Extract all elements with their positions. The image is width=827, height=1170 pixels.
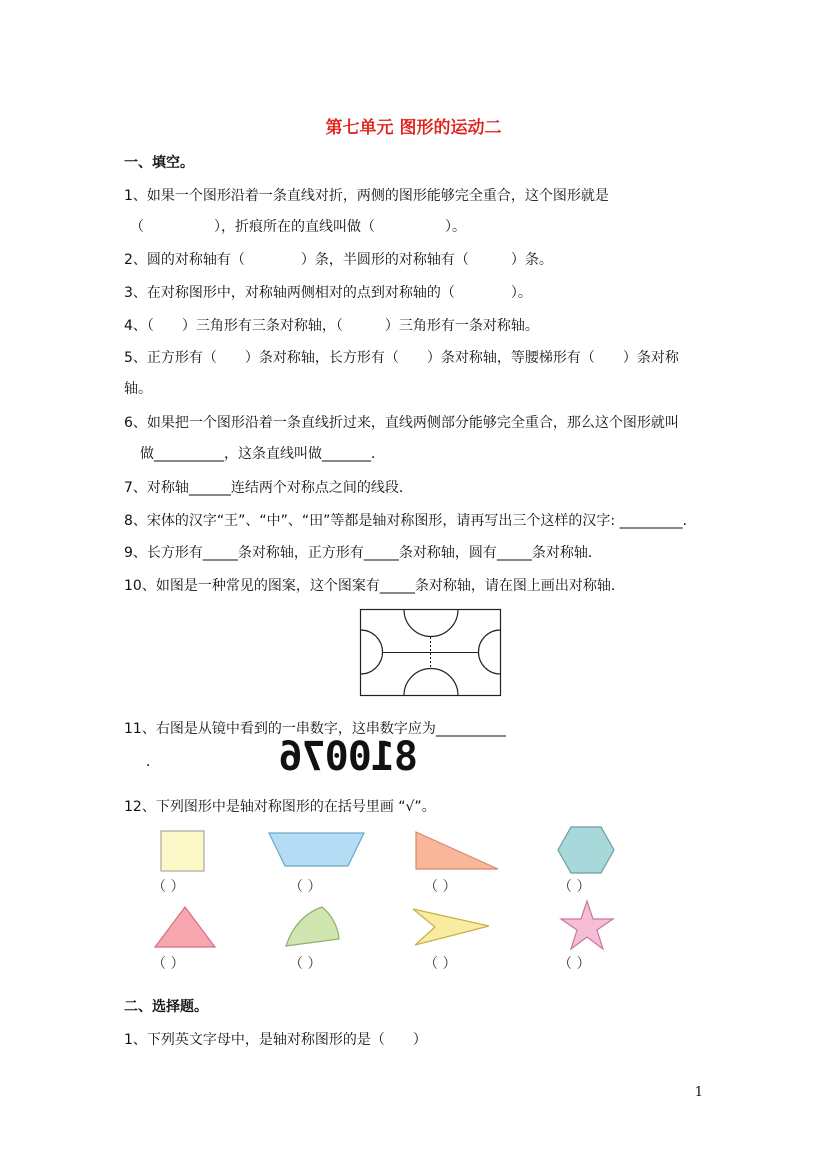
- question-5-line-1: 5、正方形有（ ）条对称轴，长方形有（ ）条对称轴，等腰梯形有（ ）条对称: [124, 350, 679, 366]
- answer-paren-trapezoid[interactable]: （ ）: [289, 879, 322, 895]
- section-heading-multiple-choice: 二、选择题。: [124, 999, 208, 1015]
- question-1-line-2: （ ），折痕所在的直线叫做（ ）。: [130, 219, 466, 235]
- section-heading-fill-in: 一、填空。: [124, 155, 194, 171]
- question-10: 10、如图是一种常见的图案，这个图案有_____条对称轴，请在图上画出对称轴．: [124, 578, 625, 594]
- sector-shape: [284, 906, 342, 948]
- question-9: 9、长方形有_____条对称轴，正方形有_____条对称轴，圆有_____条对称轴．: [124, 545, 602, 561]
- question-8: 8、宋体的汉字“王”、“中”、“田”等都是轴对称图形，请再写出三个这样的汉字: _________．: [124, 513, 697, 529]
- question-6-line-1: 6、如果把一个图形沿着一条直线折过来，直线两侧部分能够完全重合，那么这个图形就叫: [124, 415, 679, 431]
- question-2: 2、圆的对称轴有（ ）条，半圆形的对称轴有（ ）条。: [124, 252, 553, 268]
- question-11-line-2: ．: [146, 754, 160, 770]
- mirrored-digits: 810076: [279, 734, 418, 780]
- answer-paren-hexagon[interactable]: （ ）: [558, 879, 591, 895]
- question-11-line-1: 11、右图是从镜中看到的一串数字，这串数字应为__________: [124, 721, 506, 737]
- answer-paren-arrow[interactable]: （ ）: [424, 956, 457, 972]
- square-shape: [160, 830, 206, 872]
- answer-paren-isosceles-triangle[interactable]: （ ）: [152, 956, 185, 972]
- isosceles-triangle-shape: [154, 906, 216, 948]
- question-1-line-1: 1、如果一个图形沿着一条直线对折，两侧的图形能够完全重合，这个图形就是: [124, 188, 609, 204]
- arrow-shape: [411, 907, 491, 947]
- question-12: 12、下列图形中是轴对称图形的在括号里画 “√”。: [124, 799, 436, 815]
- answer-paren-star[interactable]: （ ）: [558, 956, 591, 972]
- answer-paren-sector[interactable]: （ ）: [289, 956, 322, 972]
- section-2-question-1: 1、下列英文字母中，是轴对称图形的是（ ）: [124, 1032, 427, 1048]
- hexagon-shape: [557, 826, 615, 874]
- trapezoid-shape: [268, 832, 366, 868]
- answer-paren-right-triangle[interactable]: （ ）: [424, 879, 457, 895]
- right-triangle-shape: [414, 831, 500, 871]
- page-title: 第七单元 图形的运动二: [325, 118, 502, 138]
- question-7: 7、对称轴______连结两个对称点之间的线段．: [124, 480, 413, 496]
- question-3: 3、在对称图形中，对称轴两侧相对的点到对称轴的（ ）。: [124, 285, 532, 301]
- symmetry-pattern-figure: [360, 609, 502, 697]
- question-6-line-2: 做__________，这条直线叫做_______．: [140, 446, 385, 462]
- question-5-line-2: 轴。: [124, 381, 152, 397]
- question-4: 4、（ ）三角形有三条对称轴，（ ）三角形有一条对称轴。: [124, 318, 539, 334]
- star-shape: [559, 899, 615, 951]
- page-number: 1: [694, 1085, 703, 1100]
- answer-paren-square[interactable]: （ ）: [152, 879, 185, 895]
